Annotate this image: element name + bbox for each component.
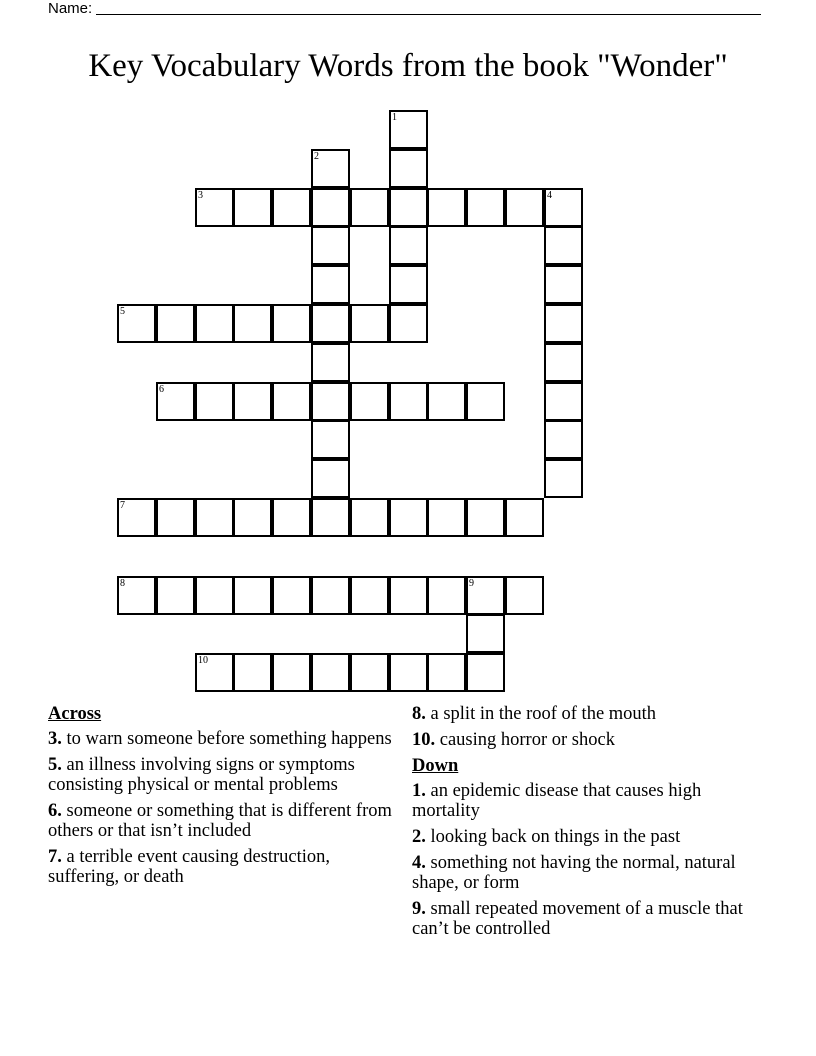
crossword-cell[interactable] [272,304,311,343]
crossword-cell[interactable] [311,576,350,615]
clue-text: to warn someone before something happens [66,729,392,749]
crossword-cell[interactable] [544,420,583,459]
cell-clue-number: 6 [159,384,164,395]
crossword-cell[interactable] [195,382,234,421]
crossword-cell[interactable] [544,304,583,343]
crossword-cell[interactable] [233,304,272,343]
crossword-cell[interactable] [389,498,428,537]
down-clue-2 [412,827,762,847]
crossword-cell[interactable] [311,420,350,459]
clue-number: 4. [412,853,426,873]
crossword-cell[interactable] [466,498,505,537]
cell-clue-number: 10 [198,655,208,666]
crossword-cell[interactable] [544,343,583,382]
crossword-cell[interactable] [427,653,466,692]
crossword-cell[interactable] [389,149,428,188]
name-blank-line[interactable] [96,0,761,15]
crossword-cell[interactable] [505,188,544,227]
crossword-cell[interactable] [389,304,428,343]
crossword-cell[interactable] [156,382,195,421]
crossword-cell[interactable] [544,188,583,227]
down-clue-9 [412,899,762,939]
name-field[interactable] [48,0,761,18]
name-label: Name: [48,0,93,17]
across-clue-6 [48,801,398,841]
crossword-cell[interactable] [311,149,350,188]
crossword-cell[interactable] [311,459,350,498]
crossword-cell[interactable] [350,653,389,692]
crossword-cell[interactable] [466,653,505,692]
across-clue-7 [48,847,398,887]
clues-right-column [412,704,762,945]
crossword-cell[interactable] [544,265,583,304]
crossword-cell[interactable] [427,576,466,615]
crossword-cell[interactable] [117,304,156,343]
crossword-cell[interactable] [311,498,350,537]
crossword-cell[interactable] [233,576,272,615]
crossword-cell[interactable] [272,576,311,615]
crossword-cell[interactable] [389,265,428,304]
cell-clue-number: 7 [120,500,125,511]
crossword-cell[interactable] [195,498,234,537]
crossword-cell[interactable] [427,498,466,537]
crossword-cell[interactable] [233,382,272,421]
crossword-cell[interactable] [389,382,428,421]
crossword-cell[interactable] [389,653,428,692]
crossword-cell[interactable] [311,304,350,343]
clue-number: 7. [48,847,62,867]
crossword-cell[interactable] [505,498,544,537]
crossword-cell[interactable] [311,382,350,421]
crossword-cell[interactable] [233,498,272,537]
crossword-cell[interactable] [311,343,350,382]
crossword-cell[interactable] [272,188,311,227]
across-heading: Across [48,704,102,724]
cell-clue-number: 9 [469,578,474,589]
cell-clue-number: 5 [120,306,125,317]
crossword-cell[interactable] [311,265,350,304]
across-clue-10 [412,730,762,750]
crossword-cell[interactable] [466,576,505,615]
crossword-cell[interactable] [311,653,350,692]
clue-number: 8. [412,704,426,724]
down-clue-1 [412,781,762,821]
clue-text: an illness involving signs or symptoms consisting physical or mental problems [48,755,355,795]
clue-text: someone or something that is different from others or that isn’t included [48,801,392,841]
crossword-cell[interactable] [389,110,428,149]
down-heading: Down [412,756,459,776]
down-clue-4 [412,853,762,893]
crossword-cell[interactable] [427,188,466,227]
crossword-cell[interactable] [505,576,544,615]
crossword-cell[interactable] [195,576,234,615]
crossword-cell[interactable] [544,459,583,498]
clue-number: 1. [412,781,426,801]
cell-clue-number: 1 [392,112,397,123]
page-title: Key Vocabulary Words from the book "Wonder" [88,48,728,84]
crossword-cell[interactable] [466,188,505,227]
crossword-cell[interactable] [156,576,195,615]
crossword-cell[interactable] [350,576,389,615]
crossword-cell[interactable] [544,226,583,265]
clue-number: 3. [48,729,62,749]
across-clue-3 [48,729,398,749]
crossword-cell[interactable] [350,188,389,227]
crossword-cell[interactable] [389,576,428,615]
crossword-cell[interactable] [233,188,272,227]
clue-number: 5. [48,755,62,775]
across-clue-5 [48,755,398,795]
clues-left-column [48,704,398,893]
crossword-cell[interactable] [311,226,350,265]
clue-number: 2. [412,827,426,847]
crossword-cell[interactable] [117,576,156,615]
cell-clue-number: 4 [547,190,552,201]
crossword-cell[interactable] [311,188,350,227]
clue-text: a split in the roof of the mouth [430,704,657,724]
clue-text: small repeated movement of a muscle that can’t be controlled [412,899,743,939]
crossword-cell[interactable] [350,304,389,343]
crossword-cell[interactable] [156,304,195,343]
crossword-cell[interactable] [156,498,195,537]
crossword-cell[interactable] [466,382,505,421]
clue-number: 10. [412,730,436,750]
clue-text: something not having the normal, natural shape, or form [412,853,736,893]
crossword-cell[interactable] [544,382,583,421]
clue-text: an epidemic disease that causes high mortality [412,781,702,821]
clue-text: a terrible event causing destruction, suffering, or death [48,847,331,887]
crossword-cell[interactable] [195,304,234,343]
crossword-cell[interactable] [233,653,272,692]
cell-clue-number: 8 [120,578,125,589]
clue-text: causing horror or shock [439,730,615,750]
crossword-cell[interactable] [272,382,311,421]
crossword-cell[interactable] [272,498,311,537]
cell-clue-number: 3 [198,190,203,201]
crossword-cell[interactable] [350,382,389,421]
crossword-cell[interactable] [272,653,311,692]
crossword-cell[interactable] [466,614,505,653]
crossword-cell[interactable] [427,382,466,421]
clue-text: looking back on things in the past [430,827,681,847]
crossword-cell[interactable] [350,498,389,537]
crossword-cell[interactable] [195,653,234,692]
clue-number: 6. [48,801,62,821]
across-clue-8 [412,704,762,724]
cell-clue-number: 2 [314,151,319,162]
crossword-cell[interactable] [195,188,234,227]
crossword-cell[interactable] [389,226,428,265]
clue-number: 9. [412,899,426,919]
crossword-cell[interactable] [389,188,428,227]
crossword-cell[interactable] [117,498,156,537]
